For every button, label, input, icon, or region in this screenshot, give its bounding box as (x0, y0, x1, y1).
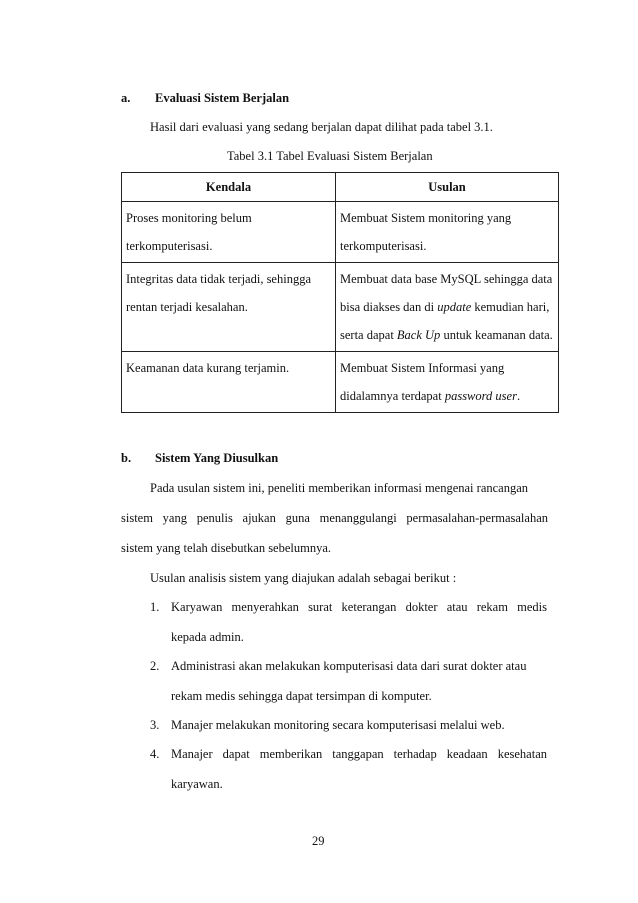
list-number: 3. (150, 718, 160, 732)
cell-kendala (122, 202, 336, 263)
cell-line: terkomputerisasi. (340, 239, 427, 253)
list-item-1-line-2: kepada admin. (171, 630, 244, 644)
list-item-4-line-1: Manajer dapat memberikan tanggapan terhadap keadaan kesehatan (171, 747, 547, 761)
cell-line: Proses monitoring belum (126, 211, 252, 225)
header-kendala: Kendala (122, 173, 336, 202)
cell-line (340, 321, 554, 349)
header-usulan: Usulan (336, 173, 559, 202)
evaluation-table (121, 172, 559, 413)
cell-line: Membuat Sistem Informasi yang (340, 361, 505, 375)
text-run: untuk keamanan data. (440, 328, 553, 342)
cell-line: Membuat data base MySQL sehingga data (340, 272, 553, 286)
section-b-title: Sistem Yang Diusulkan (155, 451, 279, 465)
page-number: 29 (312, 834, 325, 848)
table-row (122, 202, 559, 263)
cell-line: Membuat Sistem monitoring yang (340, 211, 512, 225)
section-b-marker: b. (121, 451, 132, 465)
para1-line-3: sistem yang telah disebutkan sebelumnya. (121, 541, 332, 555)
cell-line: Integritas data tidak terjadi, sehingga (126, 272, 312, 286)
text-run: serta dapat (340, 328, 397, 342)
table-caption: Tabel 3.1 Tabel Evaluasi Sistem Berjalan (227, 149, 433, 163)
section-a-intro: Hasil dari evaluasi yang sedang berjalan dapat dilihat pada tabel 3.1. (150, 120, 493, 134)
cell-line: terkomputerisasi. (126, 239, 213, 253)
para1-line-2: sistem yang penulis ajukan guna menanggulangi permasalahan-permasalahan (121, 511, 548, 525)
cell-usulan (336, 263, 559, 352)
text-run: . (516, 389, 521, 403)
list-item-4-line-2: karyawan. (171, 777, 223, 791)
cell-kendala (122, 263, 336, 352)
cell-line (340, 293, 554, 321)
list-item-2-line-1: Administrasi akan melakukan komputerisasi data dari surat dokter atau (171, 659, 527, 673)
section-a-marker: a. (121, 91, 131, 105)
table-header-row (122, 173, 559, 202)
cell-line: Keamanan data kurang terjamin. (126, 361, 290, 375)
italic-term: password user (444, 389, 517, 403)
cell-usulan (336, 202, 559, 263)
cell-kendala (122, 352, 336, 413)
list-number: 4. (150, 747, 160, 761)
text-run: bisa diakses dan di (340, 300, 438, 314)
list-number: 2. (150, 659, 160, 673)
list-item-3-line-1: Manajer melakukan monitoring secara komputerisasi melalui web. (171, 718, 505, 732)
cell-usulan (336, 352, 559, 413)
list-intro: Usulan analisis sistem yang diajukan adalah sebagai berikut : (150, 571, 457, 585)
para1-line-1: Pada usulan sistem ini, peneliti memberikan informasi mengenai rancangan (150, 481, 529, 495)
italic-term: Back Up (396, 328, 441, 342)
cell-line: rentan terjadi kesalahan. (126, 300, 248, 314)
section-a-title: Evaluasi Sistem Berjalan (155, 91, 290, 105)
italic-term: update (437, 300, 472, 314)
list-number: 1. (150, 600, 160, 614)
cell-line (340, 382, 554, 410)
text-run: kemudian hari, (471, 300, 550, 314)
table-row (122, 352, 559, 413)
text-run: didalamnya terdapat (340, 389, 445, 403)
list-item-1-line-1: Karyawan menyerahkan surat keterangan dokter atau rekam medis (171, 600, 547, 614)
list-item-2-line-2: rekam medis sehingga dapat tersimpan di komputer. (171, 689, 432, 703)
table-row (122, 263, 559, 352)
